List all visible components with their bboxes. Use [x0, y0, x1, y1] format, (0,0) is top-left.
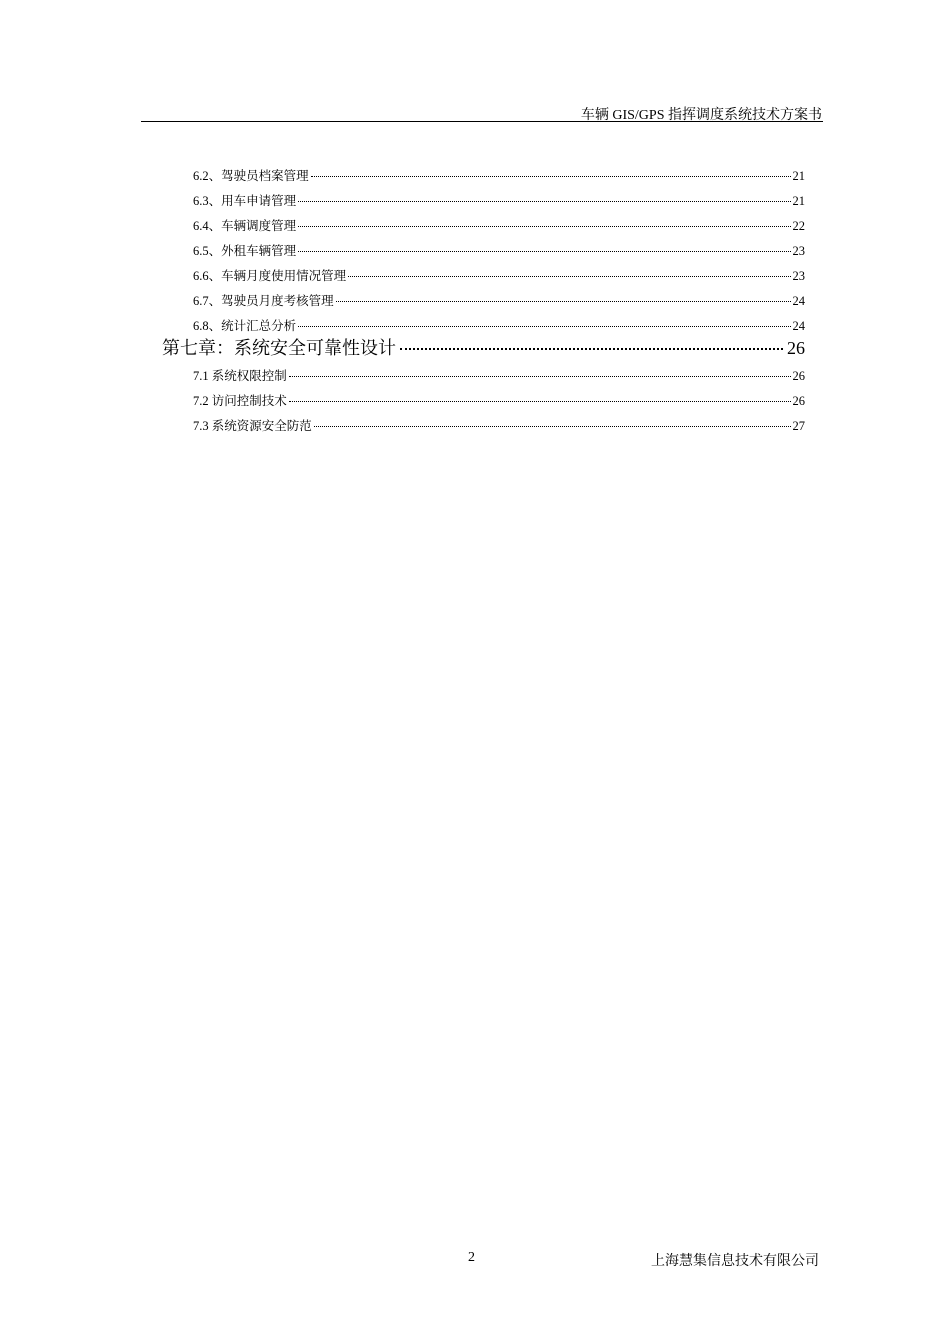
- toc-chapter-entry[interactable]: [162, 334, 805, 356]
- toc-leader-dots: [298, 226, 790, 227]
- toc-entry[interactable]: [193, 316, 805, 334]
- toc-entry-label: 6.5、外租车辆管理: [193, 244, 297, 258]
- toc-entry-page: 26: [792, 369, 805, 383]
- toc-leader-dots: [348, 276, 790, 277]
- toc-entry[interactable]: [193, 291, 805, 309]
- toc-leader-dots: [311, 176, 791, 177]
- toc-entry[interactable]: [193, 391, 805, 409]
- toc-leader-dots: [289, 401, 791, 402]
- toc-entry-label: 6.8、统计汇总分析: [193, 319, 297, 333]
- toc-entry-label: 6.6、车辆月度使用情况管理: [193, 269, 347, 283]
- toc-entry-label: 6.7、驾驶员月度考核管理: [193, 294, 334, 308]
- company-name: 上海慧集信息技术有限公司: [651, 1254, 819, 1269]
- toc-leader-dots: [336, 301, 791, 302]
- toc-entry-label: 7.1 系统权限控制: [193, 369, 287, 383]
- toc-entry[interactable]: [193, 216, 805, 234]
- toc-entry[interactable]: [193, 266, 805, 284]
- toc-entry-page: 22: [792, 219, 805, 233]
- document-title: 车辆 GIS/GPS 指挥调度系统技术方案书: [580, 108, 822, 123]
- toc-entry[interactable]: [193, 366, 805, 384]
- toc-entry-page: 21: [792, 194, 805, 208]
- toc-leader-dots: [298, 201, 790, 202]
- toc-entry-page: 27: [792, 419, 805, 433]
- toc-chapter-label: 第七章：系统安全可靠性设计: [162, 338, 396, 358]
- toc-entry-page: 23: [792, 269, 805, 283]
- toc-entry-page: 24: [792, 319, 805, 333]
- toc-chapter-page: 26: [787, 338, 805, 358]
- toc-leader-dots: [400, 348, 783, 350]
- toc-entry-label: 6.4、车辆调度管理: [193, 219, 297, 233]
- toc-entry-label: 6.3、用车申请管理: [193, 194, 297, 208]
- toc-entry[interactable]: [193, 191, 805, 209]
- toc-entry-label: 7.2 访问控制技术: [193, 394, 287, 408]
- toc-entry-page: 26: [792, 394, 805, 408]
- toc-leader-dots: [298, 251, 790, 252]
- page-number: 2: [468, 1250, 475, 1265]
- header-divider: [141, 121, 823, 122]
- toc-entry[interactable]: [193, 241, 805, 259]
- toc-leader-dots: [289, 376, 791, 377]
- toc-leader-dots: [314, 426, 791, 427]
- toc-entry-label: 7.3 系统资源安全防范: [193, 419, 312, 433]
- toc-entry-page: 23: [792, 244, 805, 258]
- toc-entry-label: 6.2、驾驶员档案管理: [193, 169, 309, 183]
- toc-entry-page: 21: [792, 169, 805, 183]
- toc-entry[interactable]: [193, 166, 805, 184]
- toc-entry[interactable]: [193, 416, 805, 434]
- toc-entry-page: 24: [792, 294, 805, 308]
- toc-leader-dots: [298, 326, 790, 327]
